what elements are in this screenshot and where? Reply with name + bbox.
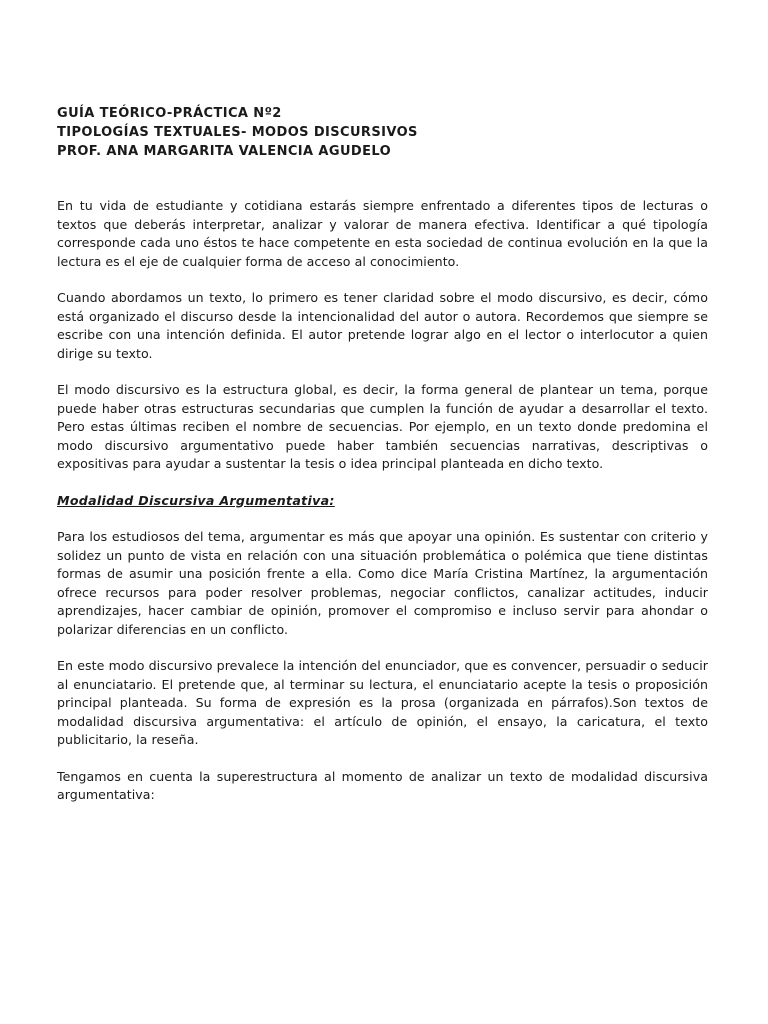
- paragraph-superstructure: Tengamos en cuenta la superestructura al momento de analizar un texto de modalidad discursiva argumentativa:: [57, 768, 708, 802]
- paragraph-intro: En tu vida de estudiante y cotidiana estarás siempre enfrentado a diferentes tipos de lecturas o textos que deberás interpretar, analizar y valorar de manera efectiva. Identificar a qué tipología corresponde cada uno éstos te hace competente en esta sociedad de continua evolución en la que la lectura es el eje de cualquier forma de acceso al conocimiento.: [57, 198, 708, 269]
- header-topic-title: TIPOLOGÍAS TEXTUALES- MODOS DISCURSIVOS: [57, 125, 418, 140]
- header-guide-title: GUÍA TEÓRICO-PRÁCTICA Nº2: [57, 106, 282, 121]
- paragraph-argumentation-definition: Para los estudiosos del tema, argumentar es más que apoyar una opinión. Es sustentar con criterio y solidez un punto de vista en relación con una situación problemática o polémica que tiene distintas formas de asumir una posición frente a ella. Como dice María Cristina Martínez, la argumentación ofrece recursos para poder resolver problemas, negociar conflictos, canalizar actitudes, inducir aprendizajes, hacer cambiar de opinión, promover el compromiso e incluso servir para ahondar o polarizar diferencias en un conflicto.: [57, 529, 708, 637]
- document-page: [57, 104, 708, 823]
- document-header: [57, 104, 708, 161]
- paragraph-global-structure: El modo discursivo es la estructura global, es decir, la forma general de plantear un tema, porque puede haber otras estructuras secundarias que cumplen la función de ayudar a desarrollar el texto. Pero estas últimas reciben el nombre de secuencias. Por ejemplo, en un texto donde predomina el modo discursivo argumentativo puede haber también secuencias narrativas, descriptivas o expositivas para ayudar a sustentar la tesis o idea principal planteada en dicho texto.: [57, 382, 708, 471]
- paragraph-enunciator-intention: En este modo discursivo prevalece la intención del enunciador, que es convencer, persuadir o seducir al enunciatario. El pretende que, al terminar su lectura, el enunciatario acepte la tesis o proposición principal planteada. Su forma de expresión es la prosa (organizada en párrafos).Son textos de modalidad discursiva argumentativa: el artículo de opinión, el ensayo, la caricatura, el texto publicitario, la reseña.: [57, 658, 708, 747]
- paragraph-discursive-mode: Cuando abordamos un texto, lo primero es tener claridad sobre el modo discursivo, es decir, cómo está organizado el discurso desde la intencionalidad del autor o autora. Recordemos que siempre se escribe con una intención definida. El autor pretende lograr algo en el lector o interlocutor a quien dirige su texto.: [57, 290, 708, 361]
- header-author: PROF. ANA MARGARITA VALENCIA AGUDELO: [57, 144, 392, 159]
- section-heading-argumentative: Modalidad Discursiva Argumentativa:: [57, 492, 335, 508]
